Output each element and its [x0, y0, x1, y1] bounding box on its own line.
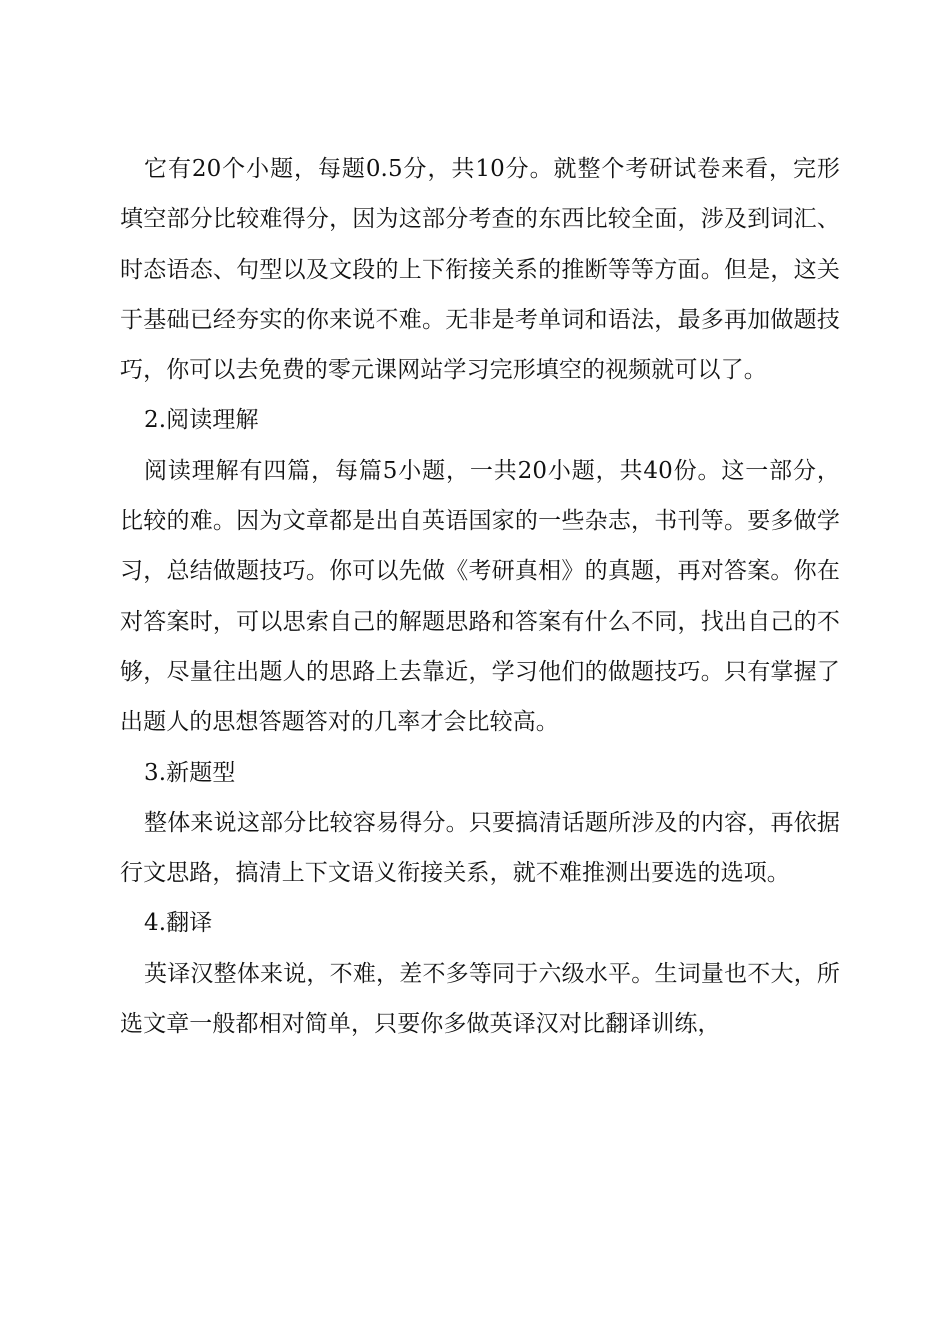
paragraph-cloze: 它有20个小题，每题0.5分，共10分。就整个考研试卷来看，完形填空部分比较难得分，因为这部分考查的东西比较全面，涉及到词汇、时态语态、句型以及文段的上下衔接关系的推断等等方面。但是，这关于基础已经夯实的你来说不难。无非是考单词和语法，最多再加做题技巧，你可以去免费的零元课网站学习完形填空的视频就可以了。: [120, 156, 840, 384]
paragraph-reading: 阅读理解有四篇，每篇5小题，一共20小题，共40份。这一部分，比较的难。因为文章都是出自英语国家的一些杂志，书刊等。要多做学习，总结做题技巧。你可以先做《考研真相》的真题，再对答案。你在对答案时，可以思索自己的解题思路和答案有什么不同，找出自己的不够，尽量往出题人的思路上去靠近，学习他们的做题技巧。只有掌握了出题人的思想答题答对的几率才会比较高。: [120, 457, 840, 736]
paragraph-translation: 英译汉整体来说，不难，差不多等同于六级水平。生词量也不大，所选文章一般都相对简单，只要你多做英译汉对比翻译训练，: [120, 960, 840, 1038]
document-page: [120, 144, 840, 1049]
paragraph-new-type: 整体来说这部分比较容易得分。只要搞清话题所涉及的内容，再依据行文思路，搞清上下文语义衔接关系，就不难推测出要选的选项。: [120, 809, 840, 887]
heading-translation: 4.翻译: [144, 910, 213, 937]
heading-reading: 2.阅读理解: [144, 407, 259, 434]
heading-new-type: 3.新题型: [144, 759, 236, 786]
